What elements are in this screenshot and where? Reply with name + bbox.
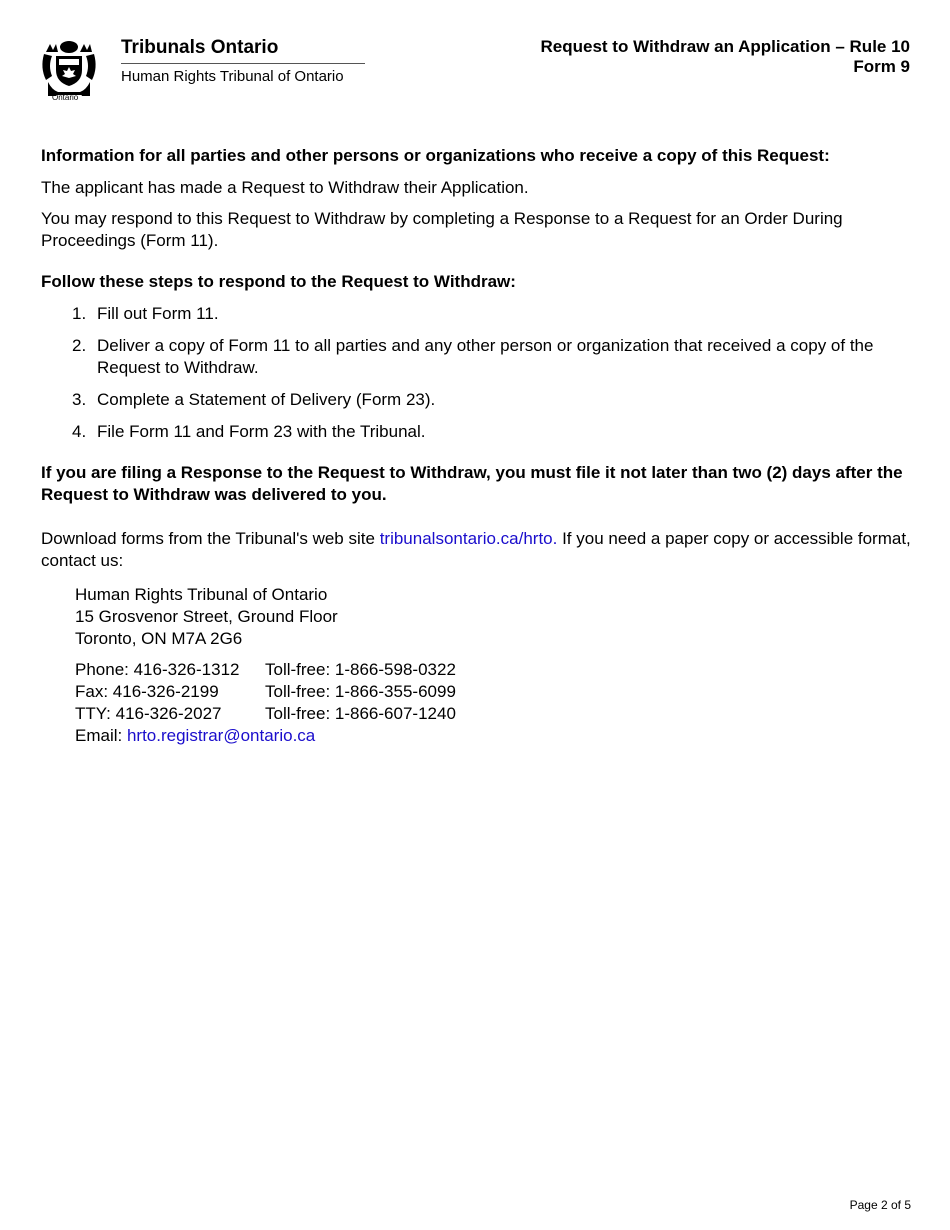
- logo-caption: Ontario: [52, 93, 79, 102]
- tty-tollfree: Toll-free: 1-866-607-1240: [265, 704, 456, 723]
- step-number: 1.: [72, 304, 87, 323]
- list-item: [41, 303, 915, 325]
- intro-paragraph-1: The applicant has made a Request to Withdraw their Application.: [41, 178, 529, 197]
- contact-row-email: [75, 725, 915, 747]
- list-item: [41, 421, 915, 443]
- fax-tollfree: Toll-free: 1-866-355-6099: [265, 682, 456, 701]
- step-text: Fill out Form 11.: [97, 304, 219, 323]
- step-text: Complete a Statement of Delivery (Form 23).: [97, 390, 436, 409]
- document-body: [41, 145, 915, 747]
- email-label: Email:: [75, 726, 123, 745]
- org-subtitle: Human Rights Tribunal of Ontario: [121, 68, 344, 85]
- step-number: 4.: [72, 422, 87, 441]
- form-title: Request to Withdraw an Application – Rule 10: [540, 37, 910, 56]
- contact-row-tty: [75, 703, 915, 725]
- download-text: Download forms from the Tribunal's web site: [41, 529, 375, 548]
- email-link[interactable]: hrto.registrar@ontario.ca: [126, 726, 316, 745]
- org-name: Tribunals Ontario: [121, 37, 279, 58]
- step-number: 3.: [72, 390, 87, 409]
- form-title-block: [541, 37, 910, 77]
- form-number: Form 9: [853, 57, 910, 76]
- contact-row-fax: [75, 681, 915, 703]
- address-line: Human Rights Tribunal of Ontario: [75, 585, 328, 604]
- list-item: [41, 335, 915, 379]
- steps-list: [41, 303, 915, 443]
- phone-number: Phone: 416-326-1312: [75, 660, 240, 679]
- step-number: 2.: [72, 336, 87, 355]
- tty-number: TTY: 416-326-2027: [75, 704, 222, 723]
- steps-heading: Follow these steps to respond to the Request to Withdraw:: [41, 272, 516, 291]
- intro-heading: Information for all parties and other persons or organizations who receive a copy of this Request:: [41, 146, 830, 165]
- address-line: 15 Grosvenor Street, Ground Floor: [75, 607, 338, 626]
- step-text: Deliver a copy of Form 11 to all parties and any other person or organization that received a copy of the Request to Withdraw.: [97, 336, 874, 377]
- intro-paragraph-2: You may respond to this Request to Withdraw by completing a Response to a Request for an Order During Proceedings (Form 11).: [41, 209, 843, 250]
- contact-numbers: [41, 659, 915, 747]
- phone-tollfree: Toll-free: 1-866-598-0322: [265, 660, 456, 679]
- list-item: [41, 389, 915, 411]
- header-divider: [121, 63, 365, 64]
- website-link[interactable]: tribunalsontario.ca/hrto.: [379, 529, 558, 548]
- address-line: Toronto, ON M7A 2G6: [75, 629, 243, 648]
- fax-number: Fax: 416-326-2199: [75, 682, 219, 701]
- mailing-address: [41, 584, 915, 650]
- contact-row-phone: [75, 659, 915, 681]
- download-paragraph: [41, 528, 915, 572]
- page-number: Page 2 of 5: [849, 1198, 911, 1212]
- download-text-after: If you need a paper copy or accessible format, contact us:: [41, 529, 911, 570]
- step-text: File Form 11 and Form 23 with the Tribunal.: [97, 422, 426, 441]
- deadline-notice: If you are filing a Response to the Request to Withdraw, you must file it not later than two (2) days after the Request to Withdraw was delivered to you.: [41, 463, 903, 504]
